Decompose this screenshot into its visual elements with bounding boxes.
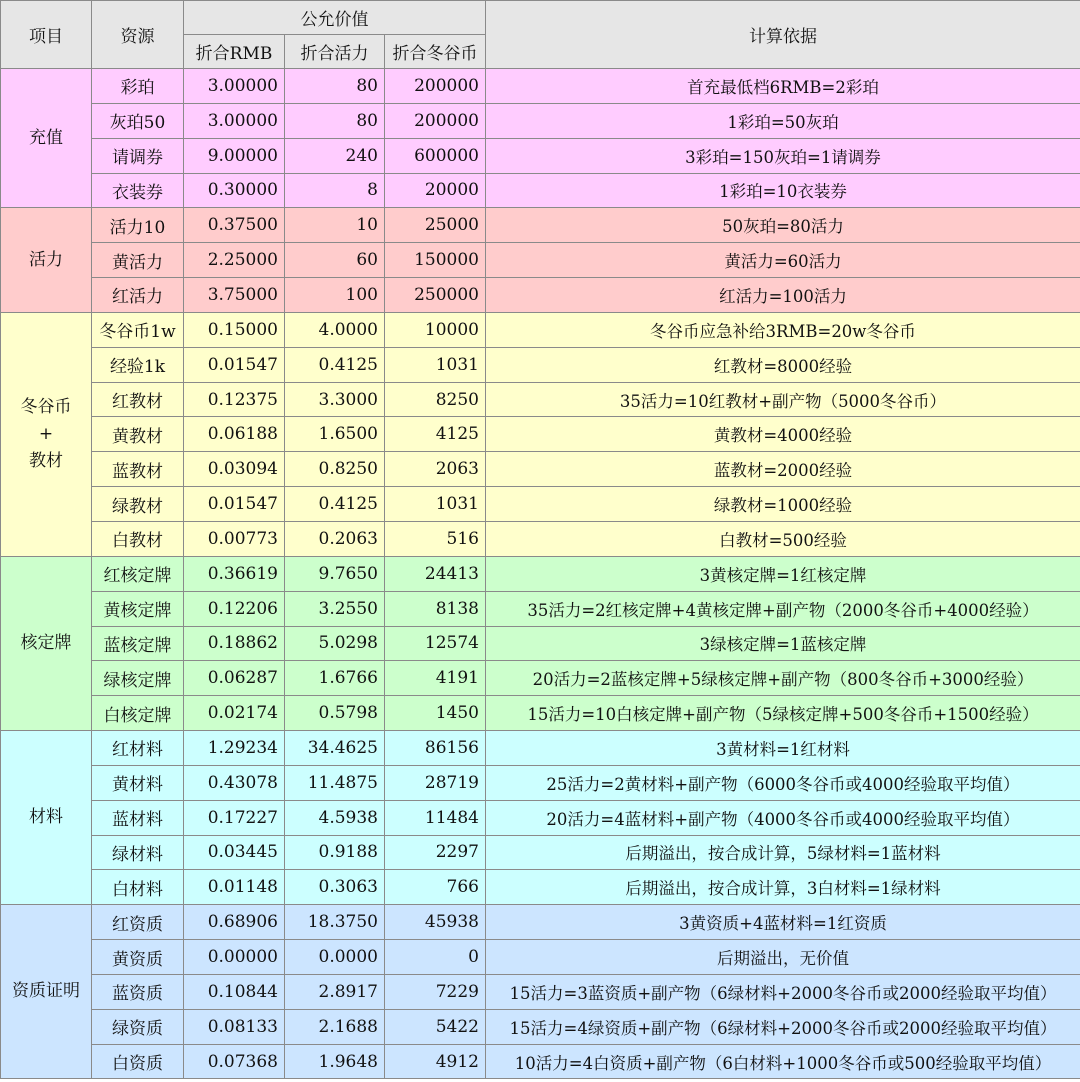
table-row bbox=[1, 521, 1080, 556]
header-coin: 折合冬谷币 bbox=[385, 35, 486, 69]
coin-cell: 2063 bbox=[385, 452, 486, 487]
rmb-cell: 0.30000 bbox=[184, 173, 285, 208]
table-row bbox=[1, 870, 1080, 905]
table-header bbox=[1, 1, 1080, 69]
basis-cell: 3绿核定牌=1蓝核定牌 bbox=[486, 626, 1080, 661]
vitality-cell: 34.4625 bbox=[285, 731, 385, 766]
resource-cell: 绿核定牌 bbox=[92, 661, 184, 696]
category-label: 充值 bbox=[29, 127, 63, 148]
resource-cell: 灰珀50 bbox=[92, 103, 184, 138]
coin-cell: 0 bbox=[385, 940, 486, 975]
category-label: + bbox=[38, 423, 54, 444]
coin-cell: 1031 bbox=[385, 487, 486, 522]
resource-cell: 白核定牌 bbox=[92, 696, 184, 731]
resource-cell: 白教材 bbox=[92, 521, 184, 556]
resource-cell: 绿教材 bbox=[92, 487, 184, 522]
table-row bbox=[1, 591, 1080, 626]
vitality-cell: 100 bbox=[285, 278, 385, 313]
coin-cell: 4125 bbox=[385, 417, 486, 452]
vitality-cell: 2.1688 bbox=[285, 1009, 385, 1044]
category-label: 资质证明 bbox=[12, 981, 80, 1002]
rmb-cell: 3.75000 bbox=[184, 278, 285, 313]
coin-cell: 2297 bbox=[385, 835, 486, 870]
basis-cell: 50灰珀=80活力 bbox=[486, 208, 1080, 243]
rmb-cell: 0.03094 bbox=[184, 452, 285, 487]
coin-cell: 250000 bbox=[385, 278, 486, 313]
resource-cell: 黄材料 bbox=[92, 765, 184, 800]
vitality-cell: 80 bbox=[285, 69, 385, 104]
rmb-cell: 0.43078 bbox=[184, 765, 285, 800]
vitality-cell: 3.3000 bbox=[285, 382, 385, 417]
coin-cell: 28719 bbox=[385, 765, 486, 800]
vitality-cell: 240 bbox=[285, 138, 385, 173]
basis-cell: 15活力=10白核定牌+副产物（5绿核定牌+500冬谷币+1500经验） bbox=[486, 696, 1080, 731]
rmb-cell: 0.01547 bbox=[184, 347, 285, 382]
basis-cell: 后期溢出，按合成计算，5绿材料=1蓝材料 bbox=[486, 835, 1080, 870]
table-row bbox=[1, 243, 1080, 278]
header-rmb: 折合RMB bbox=[184, 35, 285, 69]
table-row bbox=[1, 940, 1080, 975]
resource-cell: 红核定牌 bbox=[92, 556, 184, 591]
vitality-cell: 0.4125 bbox=[285, 487, 385, 522]
table-row bbox=[1, 1009, 1080, 1044]
rmb-cell: 0.01148 bbox=[184, 870, 285, 905]
resource-cell: 黄资质 bbox=[92, 940, 184, 975]
rmb-cell: 0.18862 bbox=[184, 626, 285, 661]
rmb-cell: 2.25000 bbox=[184, 243, 285, 278]
basis-cell: 3黄核定牌=1红核定牌 bbox=[486, 556, 1080, 591]
basis-cell: 3彩珀=150灰珀=1请调券 bbox=[486, 138, 1080, 173]
category-label: 教材 bbox=[29, 450, 63, 471]
table-row bbox=[1, 417, 1080, 452]
resource-cell: 请调券 bbox=[92, 138, 184, 173]
vitality-cell: 60 bbox=[285, 243, 385, 278]
coin-cell: 150000 bbox=[385, 243, 486, 278]
basis-cell: 后期溢出，按合成计算，3白材料=1绿材料 bbox=[486, 870, 1080, 905]
resource-cell: 黄活力 bbox=[92, 243, 184, 278]
rmb-cell: 9.00000 bbox=[184, 138, 285, 173]
vitality-cell: 0.3063 bbox=[285, 870, 385, 905]
rmb-cell: 3.00000 bbox=[184, 103, 285, 138]
table-row bbox=[1, 765, 1080, 800]
table-row bbox=[1, 696, 1080, 731]
resource-cell: 红材料 bbox=[92, 731, 184, 766]
basis-cell: 25活力=2黄材料+副产物（6000冬谷币或4000经验取平均值） bbox=[486, 765, 1080, 800]
vitality-cell: 0.0000 bbox=[285, 940, 385, 975]
table-row bbox=[1, 382, 1080, 417]
coin-cell: 11484 bbox=[385, 800, 486, 835]
rmb-cell: 0.06287 bbox=[184, 661, 285, 696]
resource-cell: 衣装券 bbox=[92, 173, 184, 208]
resource-cell: 红资质 bbox=[92, 905, 184, 940]
coin-cell: 600000 bbox=[385, 138, 486, 173]
header-basis: 计算依据 bbox=[486, 1, 1080, 69]
vitality-cell: 8 bbox=[285, 173, 385, 208]
category-label: 材料 bbox=[29, 807, 63, 828]
coin-cell: 20000 bbox=[385, 173, 486, 208]
rmb-cell: 3.00000 bbox=[184, 69, 285, 104]
basis-cell: 红教材=8000经验 bbox=[486, 347, 1080, 382]
coin-cell: 25000 bbox=[385, 208, 486, 243]
coin-cell: 8138 bbox=[385, 591, 486, 626]
table-row bbox=[1, 208, 1080, 243]
resource-cell: 黄核定牌 bbox=[92, 591, 184, 626]
basis-cell: 35活力=10红教材+副产物（5000冬谷币） bbox=[486, 382, 1080, 417]
resource-cell: 蓝教材 bbox=[92, 452, 184, 487]
resource-cell: 红教材 bbox=[92, 382, 184, 417]
rmb-cell: 0.17227 bbox=[184, 800, 285, 835]
vitality-cell: 9.7650 bbox=[285, 556, 385, 591]
table-row bbox=[1, 661, 1080, 696]
rmb-cell: 0.12206 bbox=[184, 591, 285, 626]
vitality-cell: 0.5798 bbox=[285, 696, 385, 731]
header-resource: 资源 bbox=[92, 1, 184, 69]
coin-cell: 200000 bbox=[385, 103, 486, 138]
basis-cell: 15活力=3蓝资质+副产物（6绿材料+2000冬谷币或2000经验取平均值） bbox=[486, 974, 1080, 1009]
coin-cell: 24413 bbox=[385, 556, 486, 591]
basis-cell: 1彩珀=50灰珀 bbox=[486, 103, 1080, 138]
basis-cell: 首充最低档6RMB=2彩珀 bbox=[486, 69, 1080, 104]
coin-cell: 200000 bbox=[385, 69, 486, 104]
resource-cell: 彩珀 bbox=[92, 69, 184, 104]
table-row bbox=[1, 347, 1080, 382]
rmb-cell: 0.10844 bbox=[184, 974, 285, 1009]
basis-cell: 20活力=2蓝核定牌+5绿核定牌+副产物（800冬谷币+3000经验） bbox=[486, 661, 1080, 696]
coin-cell: 516 bbox=[385, 521, 486, 556]
rmb-cell: 0.12375 bbox=[184, 382, 285, 417]
resource-cell: 红活力 bbox=[92, 278, 184, 313]
vitality-cell: 10 bbox=[285, 208, 385, 243]
rmb-cell: 0.36619 bbox=[184, 556, 285, 591]
table-row bbox=[1, 173, 1080, 208]
coin-cell: 86156 bbox=[385, 731, 486, 766]
vitality-cell: 4.0000 bbox=[285, 312, 385, 347]
header-vitality: 折合活力 bbox=[285, 35, 385, 69]
vitality-cell: 1.6500 bbox=[285, 417, 385, 452]
rmb-cell: 0.01547 bbox=[184, 487, 285, 522]
table-row bbox=[1, 312, 1080, 347]
resource-cell: 蓝核定牌 bbox=[92, 626, 184, 661]
vitality-cell: 1.9648 bbox=[285, 1044, 385, 1079]
coin-cell: 4191 bbox=[385, 661, 486, 696]
basis-cell: 后期溢出，无价值 bbox=[486, 940, 1080, 975]
table-row bbox=[1, 69, 1080, 104]
resource-cell: 绿材料 bbox=[92, 835, 184, 870]
vitality-cell: 2.8917 bbox=[285, 974, 385, 1009]
basis-cell: 蓝教材=2000经验 bbox=[486, 452, 1080, 487]
coin-cell: 1031 bbox=[385, 347, 486, 382]
table-row bbox=[1, 138, 1080, 173]
resource-cell: 冬谷币1w bbox=[92, 312, 184, 347]
category-cell bbox=[1, 312, 92, 556]
rmb-cell: 0.00000 bbox=[184, 940, 285, 975]
coin-cell: 10000 bbox=[385, 312, 486, 347]
vitality-cell: 11.4875 bbox=[285, 765, 385, 800]
coin-cell: 1450 bbox=[385, 696, 486, 731]
basis-cell: 10活力=4白资质+副产物（6白材料+1000冬谷币或500经验取平均值） bbox=[486, 1044, 1080, 1079]
resource-cell: 绿资质 bbox=[92, 1009, 184, 1044]
basis-cell: 红活力=100活力 bbox=[486, 278, 1080, 313]
coin-cell: 4912 bbox=[385, 1044, 486, 1079]
rmb-cell: 0.37500 bbox=[184, 208, 285, 243]
table-row bbox=[1, 278, 1080, 313]
vitality-cell: 80 bbox=[285, 103, 385, 138]
vitality-cell: 0.2063 bbox=[285, 521, 385, 556]
table-row bbox=[1, 835, 1080, 870]
table-row bbox=[1, 800, 1080, 835]
coin-cell: 5422 bbox=[385, 1009, 486, 1044]
vitality-cell: 0.8250 bbox=[285, 452, 385, 487]
basis-cell: 20活力=4蓝材料+副产物（4000冬谷币或4000经验取平均值） bbox=[486, 800, 1080, 835]
table-body bbox=[1, 69, 1080, 1079]
coin-cell: 45938 bbox=[385, 905, 486, 940]
basis-cell: 黄活力=60活力 bbox=[486, 243, 1080, 278]
basis-cell: 白教材=500经验 bbox=[486, 521, 1080, 556]
basis-cell: 绿教材=1000经验 bbox=[486, 487, 1080, 522]
category-label: 核定牌 bbox=[20, 632, 72, 653]
basis-cell: 3黄材料=1红材料 bbox=[486, 731, 1080, 766]
vitality-cell: 3.2550 bbox=[285, 591, 385, 626]
basis-cell: 冬谷币应急补给3RMB=20w冬谷币 bbox=[486, 312, 1080, 347]
vitality-cell: 4.5938 bbox=[285, 800, 385, 835]
vitality-cell: 0.9188 bbox=[285, 835, 385, 870]
basis-cell: 3黄资质+4蓝材料=1红资质 bbox=[486, 905, 1080, 940]
resource-cell: 蓝资质 bbox=[92, 974, 184, 1009]
category-cell bbox=[1, 69, 92, 208]
coin-cell: 8250 bbox=[385, 382, 486, 417]
basis-cell: 黄教材=4000经验 bbox=[486, 417, 1080, 452]
rmb-cell: 1.29234 bbox=[184, 731, 285, 766]
basis-cell: 15活力=4绿资质+副产物（6绿材料+2000冬谷币或2000经验取平均值） bbox=[486, 1009, 1080, 1044]
table-row bbox=[1, 731, 1080, 766]
basis-cell: 35活力=2红核定牌+4黄核定牌+副产物（2000冬谷币+4000经验） bbox=[486, 591, 1080, 626]
rmb-cell: 0.15000 bbox=[184, 312, 285, 347]
category-cell bbox=[1, 556, 92, 730]
category-cell bbox=[1, 208, 92, 313]
rmb-cell: 0.07368 bbox=[184, 1044, 285, 1079]
table-row bbox=[1, 974, 1080, 1009]
header-value-group: 公允价值 bbox=[184, 1, 486, 35]
resource-cell: 经验1k bbox=[92, 347, 184, 382]
category-cell bbox=[1, 905, 92, 1079]
vitality-cell: 5.0298 bbox=[285, 626, 385, 661]
resource-cell: 蓝材料 bbox=[92, 800, 184, 835]
resource-cell: 白资质 bbox=[92, 1044, 184, 1079]
resource-cell: 活力10 bbox=[92, 208, 184, 243]
category-label: 活力 bbox=[29, 249, 63, 270]
rmb-cell: 0.06188 bbox=[184, 417, 285, 452]
header-item: 项目 bbox=[1, 1, 92, 69]
table-row bbox=[1, 905, 1080, 940]
category-label: 冬谷币 bbox=[20, 396, 72, 417]
vitality-cell: 1.6766 bbox=[285, 661, 385, 696]
rmb-cell: 0.08133 bbox=[184, 1009, 285, 1044]
table-row bbox=[1, 556, 1080, 591]
table-row bbox=[1, 103, 1080, 138]
coin-cell: 12574 bbox=[385, 626, 486, 661]
table-row bbox=[1, 487, 1080, 522]
vitality-cell: 18.3750 bbox=[285, 905, 385, 940]
rmb-cell: 0.02174 bbox=[184, 696, 285, 731]
vitality-cell: 0.4125 bbox=[285, 347, 385, 382]
rmb-cell: 0.00773 bbox=[184, 521, 285, 556]
table-row bbox=[1, 1044, 1080, 1079]
category-cell bbox=[1, 731, 92, 905]
resource-cell: 白材料 bbox=[92, 870, 184, 905]
resource-cell: 黄教材 bbox=[92, 417, 184, 452]
rmb-cell: 0.03445 bbox=[184, 835, 285, 870]
basis-cell: 1彩珀=10衣装券 bbox=[486, 173, 1080, 208]
table-row bbox=[1, 452, 1080, 487]
coin-cell: 766 bbox=[385, 870, 486, 905]
rmb-cell: 0.68906 bbox=[184, 905, 285, 940]
coin-cell: 7229 bbox=[385, 974, 486, 1009]
table-row bbox=[1, 626, 1080, 661]
